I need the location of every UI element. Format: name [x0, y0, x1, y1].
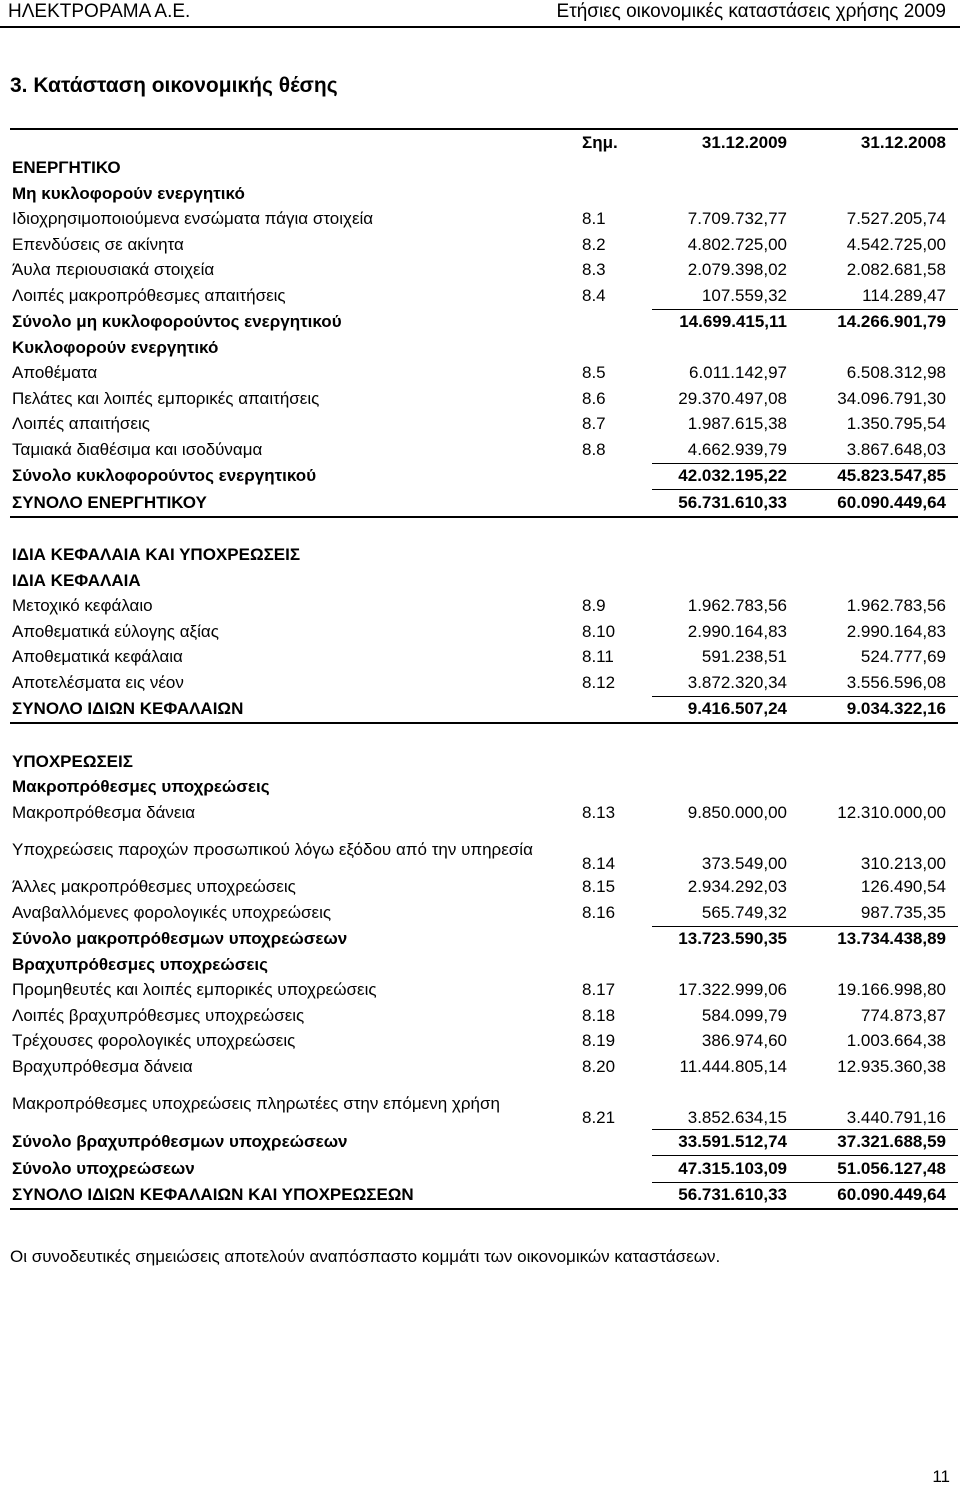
table-row — [10, 826, 958, 875]
table-row — [10, 437, 958, 463]
row-label: Μη κυκλοφορούν ενεργητικό — [12, 183, 245, 203]
row-note: 8.18 — [582, 1005, 616, 1025]
row-value-2009: 7.709.732,77 — [687, 209, 787, 229]
table-row — [10, 1003, 958, 1029]
row-value-2008 — [793, 568, 958, 594]
row-value-2009: 9.416.507,24 — [652, 696, 793, 723]
row-label: Αποθέματα — [12, 363, 98, 383]
row-value-2008: 6.508.312,98 — [846, 363, 946, 383]
row-note: 8.8 — [582, 440, 606, 459]
row-value-2009 — [652, 517, 793, 543]
row-note: 8.11 — [582, 647, 614, 667]
table-row — [10, 490, 958, 517]
row-value-2009: 33.591.512,74 — [652, 1129, 793, 1156]
row-note — [580, 723, 652, 749]
row-value-2009: 565.749,32 — [701, 902, 787, 922]
row-note — [580, 926, 652, 952]
table-row — [10, 1182, 958, 1209]
row-note — [580, 517, 652, 543]
row-value-2009: 584.099,79 — [701, 1005, 787, 1025]
row-value-2009: 56.731.610,33 — [652, 490, 793, 517]
row-label: ΙΔΙΑ ΚΕΦΑΛΑΙΑ — [12, 570, 141, 590]
row-value-2008: 60.090.449,64 — [793, 490, 958, 517]
row-label: Ταμιακά διαθέσιμα και ισοδύναμα — [12, 440, 263, 459]
table-row — [10, 232, 958, 258]
row-value-2009: 107.559,32 — [701, 285, 787, 305]
row-value-2008: 310.213,00 — [860, 853, 946, 873]
row-value-2008: 60.090.449,64 — [793, 1182, 958, 1209]
row-value-2009: 29.370.497,08 — [678, 388, 787, 408]
row-value-2008: 9.034.322,16 — [793, 696, 958, 723]
row-note: 8.15 — [582, 877, 616, 897]
row-label: Αποθεματικά κεφάλαια — [12, 647, 183, 667]
section-title: 3. Κατάσταση οικονομικής θέσης — [10, 74, 338, 97]
row-note: 8.3 — [582, 260, 606, 280]
row-value-2008: 12.310.000,00 — [837, 802, 946, 822]
row-label: Μακροπρόθεσμα δάνεια — [12, 802, 196, 822]
row-label — [10, 517, 580, 543]
header-note: Σημ. — [580, 129, 652, 156]
page-header — [0, 0, 960, 28]
row-label: Άλλες μακροπρόθεσμες υποχρεώσεις — [12, 877, 296, 897]
table-row — [10, 952, 958, 978]
row-value-2009: 17.322.999,06 — [678, 980, 787, 1000]
row-note: 8.13 — [582, 802, 616, 822]
row-label: Πελάτες και λοιπές εμπορικές απαιτήσεις — [12, 388, 320, 408]
row-value-2008 — [793, 543, 958, 569]
table-row — [10, 670, 958, 696]
row-label: Άυλα περιουσιακά στοιχεία — [12, 260, 215, 280]
spacer-row — [10, 517, 958, 543]
header-2009: 31.12.2009 — [652, 129, 793, 156]
row-label: Αναβαλλόμενες φορολογικές υποχρεώσεις — [12, 903, 332, 922]
row-value-2008 — [793, 749, 958, 775]
row-value-2009: 2.079.398,02 — [687, 260, 787, 280]
footnote: Οι συνοδευτικές σημειώσεις αποτελούν αναπόσπαστο κομμάτι των οικονομικών καταστάσεων. — [10, 1247, 721, 1266]
table-row — [10, 568, 958, 594]
table-row — [10, 926, 958, 952]
row-note — [580, 156, 652, 182]
table-row — [10, 156, 958, 182]
row-value-2009: 13.723.590,35 — [652, 926, 793, 952]
table-row — [10, 386, 958, 412]
row-label: Σύνολο μη κυκλοφορούντος ενεργητικού — [12, 312, 342, 331]
row-value-2008 — [793, 775, 958, 801]
row-note — [580, 335, 652, 361]
row-value-2009: 11.444.805,14 — [679, 1056, 787, 1076]
row-label: Μετοχικό κεφάλαιο — [12, 596, 153, 616]
row-value-2009 — [652, 775, 793, 801]
row-note — [580, 1182, 652, 1209]
row-value-2009: 47.315.103,09 — [652, 1156, 793, 1183]
row-value-2008: 524.777,69 — [860, 647, 946, 667]
row-value-2008 — [793, 156, 958, 182]
table-row — [10, 309, 958, 335]
row-note — [580, 952, 652, 978]
table-row — [10, 775, 958, 801]
row-value-2009 — [652, 335, 793, 361]
table-row — [10, 1129, 958, 1156]
table-row — [10, 463, 958, 490]
row-value-2009: 3.872.320,34 — [687, 672, 787, 692]
row-label: Λοιπές βραχυπρόθεσμες υποχρεώσεις — [12, 1005, 305, 1025]
row-note: 8.4 — [582, 286, 606, 305]
row-note — [580, 181, 652, 207]
table-row — [10, 335, 958, 361]
row-value-2008: 3.556.596,08 — [846, 672, 946, 692]
row-note: 8.20 — [582, 1056, 616, 1076]
row-value-2008: 7.527.205,74 — [846, 209, 946, 229]
header-label-cell — [10, 129, 580, 156]
row-note — [580, 463, 652, 490]
table-row — [10, 283, 958, 309]
row-note: 8.1 — [582, 209, 606, 229]
table-row — [10, 900, 958, 926]
row-value-2008: 1.350.795,54 — [846, 414, 946, 434]
row-value-2009: 1.962.783,56 — [687, 596, 787, 616]
row-note — [580, 568, 652, 594]
row-value-2008: 14.266.901,79 — [793, 309, 958, 335]
row-label: Σύνολο βραχυπρόθεσμων υποχρεώσεων — [12, 1132, 348, 1152]
table-row — [10, 696, 958, 723]
table-row — [10, 1029, 958, 1055]
row-value-2008: 13.734.438,89 — [793, 926, 958, 952]
row-value-2009: 4.662.939,79 — [687, 439, 787, 459]
row-value-2009: 3.852.634,15 — [687, 1107, 787, 1127]
row-note: 8.2 — [582, 234, 606, 254]
row-label — [10, 723, 580, 749]
spacer-row — [10, 723, 958, 749]
table-row — [10, 181, 958, 207]
row-note: 8.12 — [582, 673, 616, 692]
row-note — [580, 696, 652, 723]
row-note: 8.19 — [582, 1031, 616, 1051]
row-note: 8.21 — [582, 1108, 616, 1127]
row-value-2009: 591.238,51 — [701, 647, 787, 667]
report-title: Ετήσιες οικονομικές καταστάσεις χρήσης 2009 — [556, 1, 946, 22]
row-value-2008: 37.321.688,59 — [793, 1129, 958, 1156]
row-value-2008: 1.962.783,56 — [846, 596, 946, 616]
row-value-2009 — [652, 952, 793, 978]
table-row — [10, 978, 958, 1004]
table-row — [10, 361, 958, 387]
row-label: Υποχρεώσεις παροχών προσωπικού λόγω εξόδου από την υπηρεσία — [12, 840, 533, 859]
row-note — [580, 1129, 652, 1156]
row-value-2008: 2.990.164,83 — [846, 621, 946, 641]
row-value-2009 — [652, 723, 793, 749]
row-label: ΙΔΙΑ ΚΕΦΑΛΑΙΑ ΚΑΙ ΥΠΟΧΡΕΩΣΕΙΣ — [12, 545, 301, 565]
row-value-2009: 2.990.164,83 — [687, 621, 787, 641]
row-value-2009: 14.699.415,11 — [652, 309, 793, 335]
table-row — [10, 1080, 958, 1130]
row-value-2009: 56.731.610,33 — [652, 1182, 793, 1209]
row-label: ΕΝΕΡΓΗΤΙΚΟ — [12, 158, 121, 178]
row-value-2008: 34.096.791,30 — [837, 388, 946, 408]
table-row — [10, 619, 958, 645]
row-value-2008: 19.166.998,80 — [837, 980, 946, 1000]
row-value-2008: 3.440.791,16 — [846, 1107, 946, 1127]
row-note: 8.7 — [582, 414, 606, 434]
row-note: 8.9 — [582, 596, 606, 616]
row-value-2008 — [793, 335, 958, 361]
row-value-2008: 774.873,87 — [860, 1005, 946, 1025]
row-label: ΥΠΟΧΡΕΩΣΕΙΣ — [12, 751, 133, 771]
row-note: 8.5 — [582, 363, 606, 383]
row-value-2008: 51.056.127,48 — [793, 1156, 958, 1183]
row-note — [580, 309, 652, 335]
table-row — [10, 645, 958, 671]
row-value-2009: 373.549,00 — [701, 853, 787, 873]
row-label: Βραχυπρόθεσμες υποχρεώσεις — [12, 954, 268, 974]
table-header-row — [10, 129, 958, 156]
row-value-2008 — [793, 952, 958, 978]
row-label: Λοιπές μακροπρόθεσμες απαιτήσεις — [12, 286, 286, 305]
table-row — [10, 594, 958, 620]
row-value-2009 — [652, 543, 793, 569]
row-value-2008 — [793, 723, 958, 749]
table-row — [10, 800, 958, 826]
row-value-2009 — [652, 568, 793, 594]
row-value-2008: 114.289,47 — [862, 285, 946, 305]
row-note — [580, 490, 652, 517]
table-row — [10, 207, 958, 233]
row-value-2008: 2.082.681,58 — [846, 260, 946, 280]
table-row — [10, 412, 958, 438]
row-label: Λοιπές απαιτήσεις — [12, 414, 150, 434]
row-label: Μακροπρόθεσμες υποχρεώσεις — [12, 777, 270, 797]
row-value-2009 — [652, 749, 793, 775]
row-value-2009: 6.011.142,97 — [689, 363, 787, 383]
page-number: 11 — [932, 1467, 950, 1486]
row-label: Επενδύσεις σε ακίνητα — [12, 234, 184, 254]
row-value-2009: 42.032.195,22 — [652, 463, 793, 490]
company-name: ΗΛΕΚΤΡΟΡΑΜΑ Α.Ε. — [8, 1, 191, 22]
row-note: 8.10 — [582, 621, 616, 641]
row-value-2008: 126.490,54 — [860, 877, 946, 897]
header-2008: 31.12.2008 — [793, 129, 958, 156]
row-value-2009 — [652, 156, 793, 182]
table-row — [10, 1054, 958, 1080]
row-note: 8.14 — [582, 853, 616, 873]
row-value-2009: 4.802.725,00 — [687, 234, 787, 254]
row-label: Μακροπρόθεσμες υποχρεώσεις πληρωτέες στην επόμενη χρήση — [12, 1094, 500, 1114]
row-note — [580, 775, 652, 801]
row-note — [580, 749, 652, 775]
row-label: ΣΥΝΟΛΟ ΕΝΕΡΓΗΤΙΚΟΥ — [10, 490, 580, 517]
row-value-2008 — [793, 517, 958, 543]
row-value-2008: 3.867.648,03 — [846, 439, 946, 459]
row-label: Αποθεματικά εύλογης αξίας — [12, 621, 219, 641]
row-value-2008: 987.735,35 — [860, 902, 946, 922]
row-label: Αποτελέσματα εις νέον — [12, 673, 184, 692]
row-label: Σύνολο μακροπρόθεσμων υποχρεώσεων — [12, 929, 348, 948]
row-value-2009: 9.850.000,00 — [687, 802, 787, 822]
row-value-2009: 386.974,60 — [701, 1031, 787, 1051]
table-row — [10, 543, 958, 569]
row-value-2008 — [793, 181, 958, 207]
row-note: 8.17 — [582, 980, 616, 1000]
financial-position-table — [10, 128, 958, 1210]
row-value-2008: 12.935.360,38 — [837, 1056, 946, 1076]
table-row — [10, 749, 958, 775]
row-value-2009: 1.987.615,38 — [687, 414, 787, 434]
row-value-2008: 45.823.547,85 — [793, 463, 958, 490]
row-label: ΣΥΝΟΛΟ ΙΔΙΩΝ ΚΕΦΑΛΑΙΩΝ ΚΑΙ ΥΠΟΧΡΕΩΣΕΩΝ — [10, 1182, 580, 1209]
row-label: Τρέχουσες φορολογικές υποχρεώσεις — [12, 1031, 296, 1051]
row-value-2008: 1.003.664,38 — [846, 1031, 946, 1051]
row-label: Κυκλοφορούν ενεργητικό — [12, 337, 219, 357]
table-row — [10, 258, 958, 284]
row-value-2009 — [652, 181, 793, 207]
table-row — [10, 1156, 958, 1183]
row-note — [580, 1156, 652, 1183]
row-label: Σύνολο κυκλοφορούντος ενεργητικού — [12, 466, 317, 486]
row-note: 8.16 — [582, 903, 616, 922]
row-label: ΣΥΝΟΛΟ ΙΔΙΩΝ ΚΕΦΑΛΑΙΩΝ — [10, 696, 580, 723]
row-label: Βραχυπρόθεσμα δάνεια — [12, 1056, 193, 1076]
row-note — [580, 543, 652, 569]
row-label: Προμηθευτές και λοιπές εμπορικές υποχρεώσεις — [12, 980, 377, 1000]
table-row — [10, 875, 958, 901]
row-label: Ιδιοχρησιμοποιούμενα ενσώματα πάγια στοιχεία — [12, 209, 374, 229]
row-value-2009: 2.934.292,03 — [687, 877, 787, 897]
row-value-2008: 4.542.725,00 — [846, 234, 946, 254]
row-note: 8.6 — [582, 388, 606, 408]
row-label: Σύνολο υποχρεώσεων — [12, 1158, 195, 1178]
